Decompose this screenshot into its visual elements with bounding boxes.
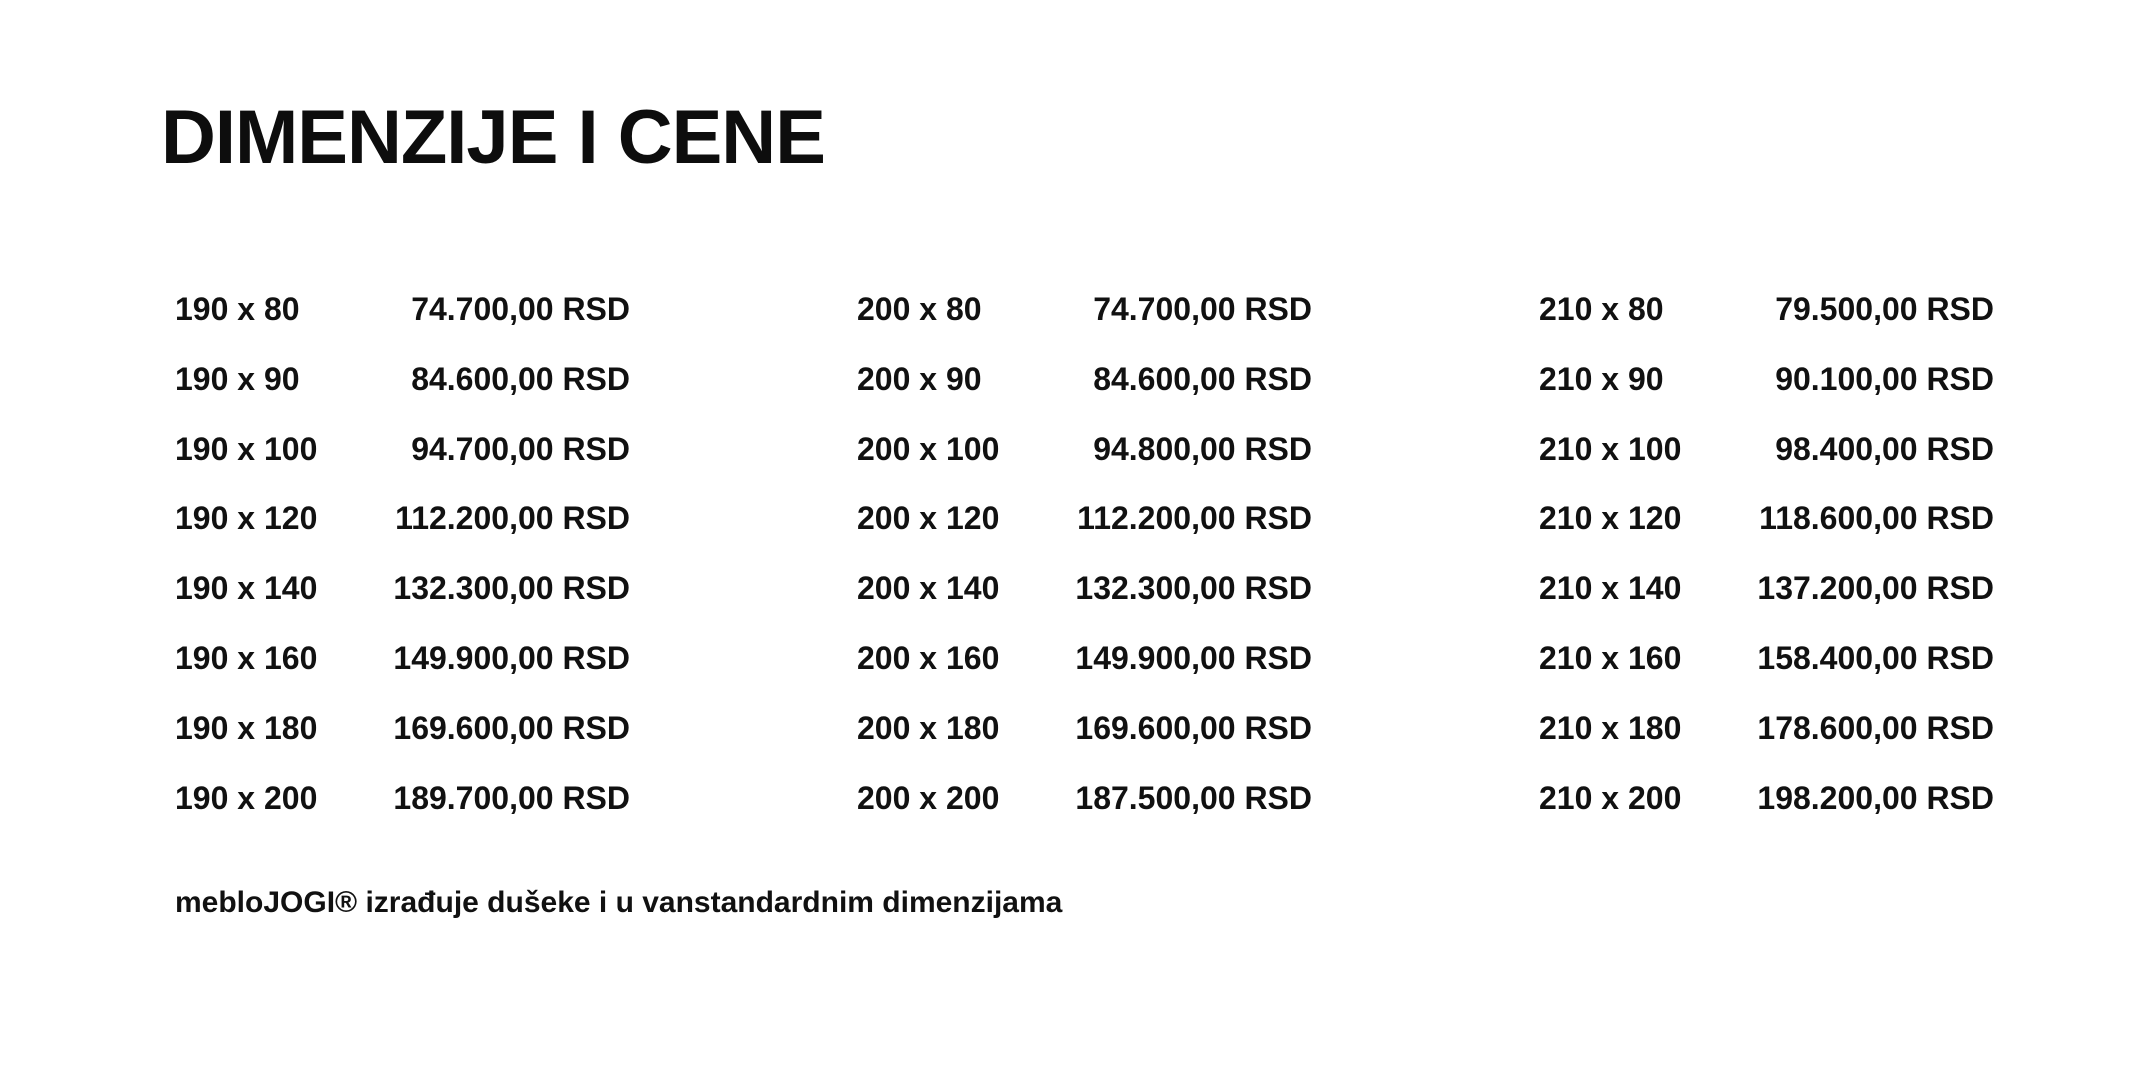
price-value: 98.400,00 RSD [1775, 430, 1994, 467]
dimension-label: 210 x 80 [1539, 291, 1664, 327]
price-value: 198.200,00 RSD [1757, 779, 1994, 816]
price-row [1539, 290, 2136, 360]
price-value: 158.400,00 RSD [1757, 639, 1994, 676]
dimension-label: 200 x 140 [857, 570, 1000, 607]
price-row [175, 499, 857, 569]
price-value: 189.700,00 RSD [393, 779, 630, 816]
dimension-label: 200 x 100 [857, 430, 1000, 467]
price-value: 169.600,00 RSD [1075, 709, 1312, 746]
price-row [857, 499, 1539, 569]
price-row [857, 430, 1539, 500]
dimension-label: 190 x 100 [175, 430, 318, 467]
price-value: 94.700,00 RSD [411, 430, 630, 467]
dimension-label: 190 x 90 [175, 360, 300, 397]
price-value: 74.700,00 RSD [1093, 291, 1312, 327]
price-row [1539, 569, 2136, 639]
price-row [857, 569, 1539, 639]
price-row [857, 639, 1539, 709]
price-value: 112.200,00 RSD [1077, 500, 1312, 537]
price-value: 132.300,00 RSD [393, 570, 630, 607]
dimension-label: 200 x 80 [857, 291, 982, 327]
dimension-label: 200 x 180 [857, 709, 1000, 746]
price-row [175, 569, 857, 639]
price-column-210 [1539, 290, 2136, 848]
price-row [1539, 709, 2136, 779]
dimension-label: 200 x 120 [857, 500, 1000, 537]
price-value: 79.500,00 RSD [1775, 291, 1994, 327]
price-value: 118.600,00 RSD [1759, 500, 1994, 537]
dimension-label: 190 x 80 [175, 291, 300, 327]
price-value: 132.300,00 RSD [1075, 570, 1312, 607]
dimension-label: 190 x 140 [175, 570, 318, 607]
dimension-label: 190 x 180 [175, 709, 318, 746]
price-value: 178.600,00 RSD [1757, 709, 1994, 746]
price-value: 149.900,00 RSD [1075, 639, 1312, 676]
dimension-label: 200 x 200 [857, 779, 1000, 816]
dimension-label: 200 x 160 [857, 639, 1000, 676]
price-value: 84.600,00 RSD [411, 360, 630, 397]
page-title: DIMENZIJE I CENE [161, 95, 825, 180]
price-row [857, 290, 1539, 360]
price-column-200 [857, 290, 1539, 848]
price-row [857, 709, 1539, 779]
price-value: 94.800,00 RSD [1093, 430, 1312, 467]
dimension-label: 190 x 200 [175, 779, 318, 816]
dimension-label: 200 x 90 [857, 360, 982, 397]
dimension-label: 210 x 180 [1539, 709, 1682, 746]
dimension-label: 210 x 160 [1539, 639, 1682, 676]
dimension-label: 210 x 120 [1539, 500, 1682, 537]
price-row [1539, 430, 2136, 500]
price-value: 90.100,00 RSD [1775, 360, 1994, 397]
price-row [175, 709, 857, 779]
price-value: 112.200,00 RSD [395, 500, 630, 537]
price-row [857, 360, 1539, 430]
price-row [1539, 639, 2136, 709]
price-value: 149.900,00 RSD [393, 639, 630, 676]
price-row [175, 360, 857, 430]
price-row [1539, 360, 2136, 430]
price-row [175, 430, 857, 500]
price-value: 74.700,00 RSD [411, 291, 630, 327]
dimension-label: 210 x 200 [1539, 779, 1682, 816]
price-value: 137.200,00 RSD [1757, 570, 1994, 607]
price-row [175, 639, 857, 709]
price-row [175, 290, 857, 360]
dimension-label: 190 x 160 [175, 639, 318, 676]
dimension-label: 190 x 120 [175, 500, 318, 537]
price-value: 187.500,00 RSD [1075, 779, 1312, 816]
custom-dimensions-note: mebloJOGI® izrađuje dušeke i u vanstandardnim dimenzijama [175, 886, 1063, 919]
dimension-label: 210 x 100 [1539, 430, 1682, 467]
dimension-label: 210 x 140 [1539, 570, 1682, 607]
price-row [175, 779, 857, 849]
price-column-190 [175, 290, 857, 848]
price-table [175, 290, 2136, 848]
price-row [857, 779, 1539, 849]
dimension-label: 210 x 90 [1539, 360, 1664, 397]
price-row [1539, 779, 2136, 849]
price-row [1539, 499, 2136, 569]
price-value: 169.600,00 RSD [393, 709, 630, 746]
price-value: 84.600,00 RSD [1093, 360, 1312, 397]
